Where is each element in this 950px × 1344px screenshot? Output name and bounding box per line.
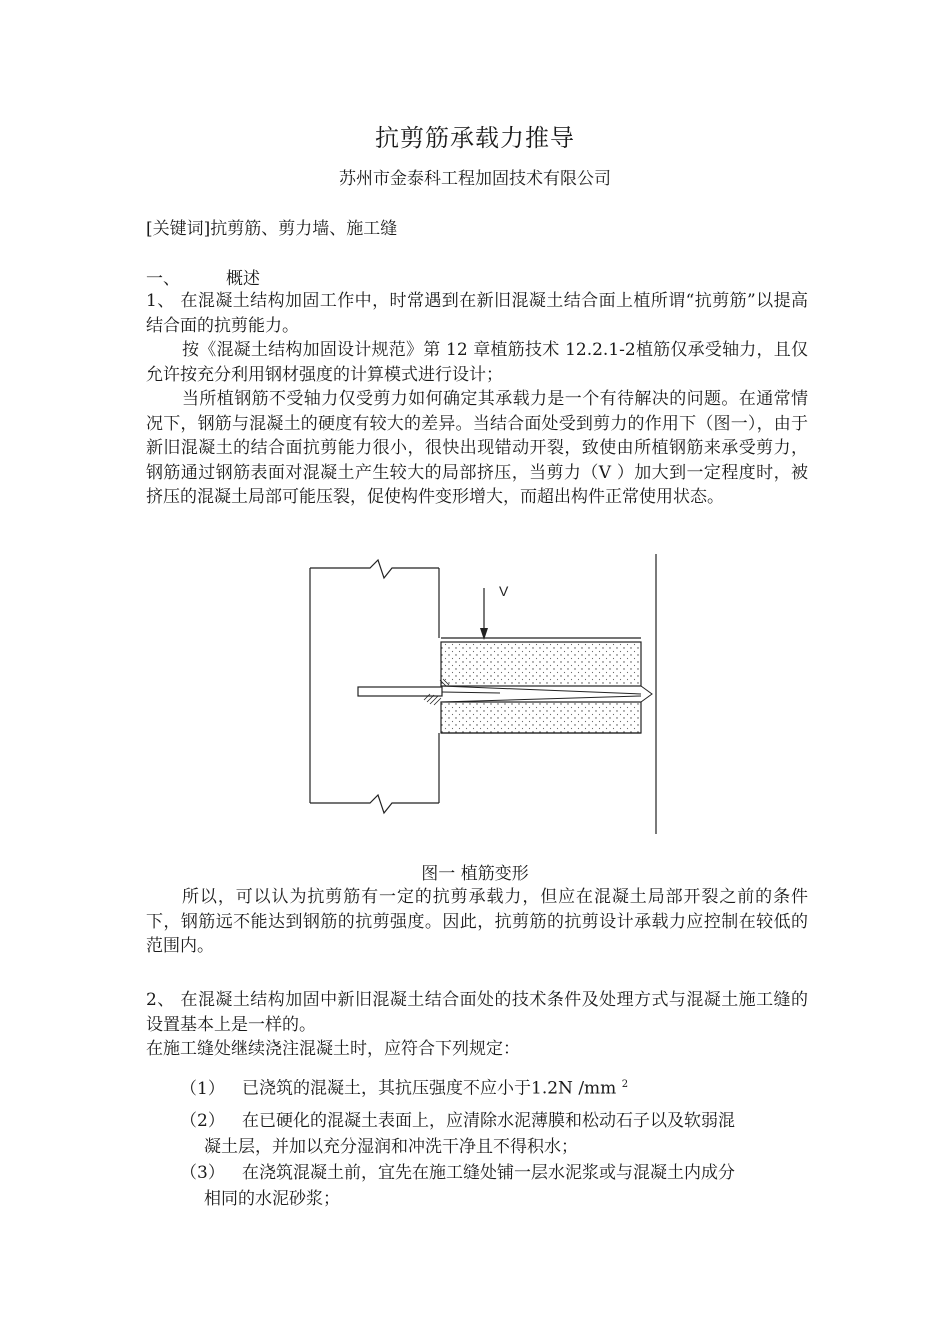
shear-label: V — [499, 583, 509, 599]
superscript: 2 — [621, 1079, 629, 1090]
list-text-continued: 相同的水泥砂浆； — [204, 1189, 340, 1209]
section-number: 一、 — [146, 269, 180, 289]
figure-caption: 图一 植筋变形 — [421, 864, 529, 884]
paragraph-4: 所以，可以认为抗剪筋有一定的抗剪承载力，但应在混凝土局部开裂之前的条件下，钢筋远不能达到钢筋的抗剪强度。因此，抗剪筋的抗剪设计承载力应控制在较低的范围内。 — [146, 887, 808, 956]
bottom-break-line — [310, 795, 439, 813]
list-text: 在已硬化的混凝土表面上，应清除水泥薄膜和松动石子以及软弱混 — [242, 1111, 735, 1131]
section-title: 概述 — [226, 269, 260, 289]
paragraph-3: 当所植钢筋不受轴力仅受剪力如何确定其承载力是一个有待解决的问题。在通常情况下，钢筋与混凝土的硬度有较大的差异。当结合面处受到剪力的作用下（图一），由于新旧混凝土的结合面抗剪能力很小，很快出现错动开裂，致使由所植钢筋来承受剪力，钢筋通过钢筋表面对混凝土产生较大的局部挤压，当剪力（V ）加大到一定程度时，被挤压的混凝土局部可能压裂，促使构件变形增大，而超出构件正常使用状态。 — [146, 389, 808, 507]
slab-upper-part — [441, 642, 641, 686]
list-item-3 — [180, 1160, 808, 1212]
list-item-1 — [180, 1072, 808, 1102]
section-heading — [146, 264, 260, 289]
paragraph-2: 按《混凝土结构加固设计规范》第 12 章植筋技术 12.2.1-2植筋仅承受轴力，且仅允许按充分利用钢材强度的计算模式进行设计； — [146, 340, 808, 385]
list-text: 已浇筑的混凝土，其抗压强度不应小于1.2N /mm — [242, 1078, 617, 1099]
paragraph-5: 2、 在混凝土结构加固中新旧混凝土结合面处的技术条件及处理方式与混凝土施工缝的设置基本上是一样的。 — [146, 990, 808, 1035]
list-item-2 — [180, 1108, 808, 1160]
rebar-deformation-figure — [300, 548, 670, 838]
paragraph-1: 1、 在混凝土结构加固工作中，时常遇到在新旧混凝土结合面上植所谓“抗剪筋”以提高结合面的抗剪能力。 — [146, 291, 808, 336]
list-text-continued: 凝土层，并加以充分湿润和冲洗干净且不得积水； — [204, 1137, 578, 1157]
document-title: 抗剪筋承载力推导 — [375, 124, 575, 152]
keywords: [关键词]抗剪筋、剪力墙、施工缝 — [146, 219, 398, 239]
list-text: 在浇筑混凝土前，宜先在施工缝处铺一层水泥浆或与混凝土内成分 — [242, 1163, 735, 1183]
top-break-line — [310, 560, 439, 578]
company-name: 苏州市金泰科工程加固技术有限公司 — [339, 169, 611, 189]
slab-lower-part — [441, 702, 641, 733]
list-number: （1） — [180, 1078, 225, 1099]
list-number: （2） — [180, 1111, 225, 1131]
paragraph-6: 在施工缝处继续浇注混凝土时，应符合下列规定： — [146, 1039, 520, 1059]
list-number: （3） — [180, 1163, 225, 1183]
